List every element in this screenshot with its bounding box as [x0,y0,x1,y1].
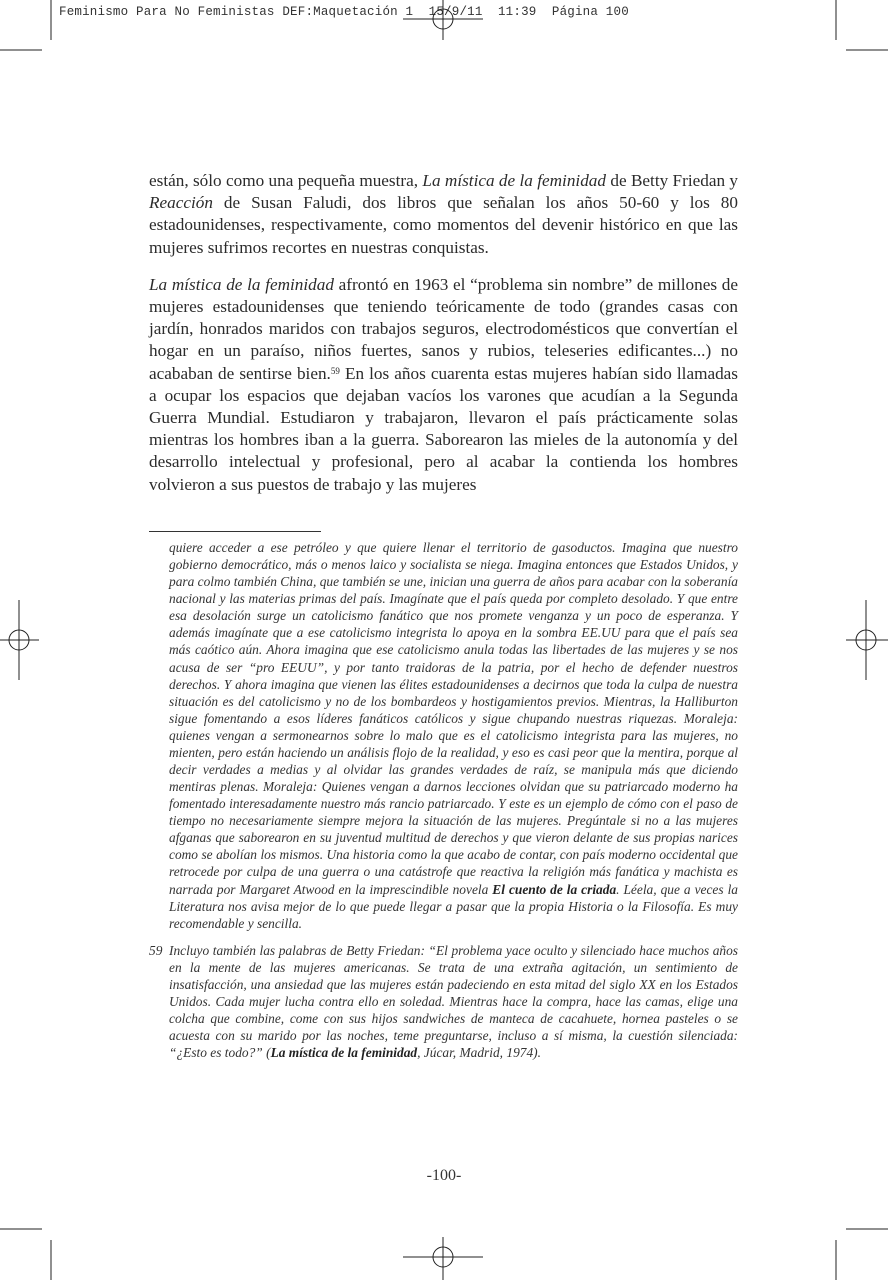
footnote-number: 59 [149,942,163,958]
footnote-text [169,943,738,1060]
page-number: -100- [426,1167,462,1184]
book-title: La mística de la feminidad [149,274,334,294]
text-run: . Léela, que a veces la Literatura nos avisa mejor de lo que puede llegar a pasar que la propia Historia o la Filosofía. Es muy recomendable y sencilla. [169,881,738,931]
slug-line: Feminismo Para No Feministas DEF:Maquetación 1 15/9/11 11:39 Página 100 [59,5,629,19]
text-run: En los años cuarenta estas mujeres habían sido llamadas a ocupar los espacios que dejaban vacíos los varones que acudían a la Segunda Guerra Mundial. Estudiaron y trabajaron, llevaron el país prácticamente solas mientras los hombres iban a la guerra. Saborearon las mieles de la autonomía y del desarrollo intelectual y profesional, pero al acabar la contienda los hombres volvieron a sus puestos de trabajo y las mujeres [149,363,738,494]
text-run: quiere acceder a ese petróleo y que quiere llenar el territorio de gasoductos. Imagina que nuestro gobierno democrático, más o menos laico y socialista se niega. Imagina entonces que Estados Unidos, y para colmo también China, que también se une, inician una guerra de años para acabar con la soberanía nacional y las materias primas del país. Imagínate que el país queda por completo desolado. Y que entre esa desolación surge un catolicismo fanático que nos promete venganza y un poco de esperanza. Y además imagínate que a ese catolicismo integrista lo apoya en la sombra EE.UU para que el país sea más caótico aún. Ahora imagina que ese catolicismo anula todas las libertades de las mujeres y se nos acusa de ser “pro EEUU”, y por tanto traidoras de la patria, por el hecho de defender nuestros derechos. Y ahora imagina que vienen las élites estadounidenses a decirnos que toda la culpa de nuestra situación es del catolicismo y no de los bombardeos y hostigamientos previos. Mientras, la Halliburton sigue fomentando a esos líderes fanáticos católicos y sigue chupando nuestras riquezas. Moraleja: quienes vengan a sermonearnos sobre lo malo que es el catolicismo integrista para las mujeres, no mienten, pero están haciendo un análisis flojo de la realidad, y eso es casi peor que la mentira, porque al decir verdades a medias y al olvidar las grandes verdades de raíz, se manipula más que diciendo mentiras plenas. Moraleja: Quienes vengan a darnos lecciones olvidan que su patriarcado moderno ha fomentado interesadamente nuestro más rancio patriarcado. Y este es un ejemplo de cómo con el paso de tiempo no necesariamente siempre mejora la situación de las mujeres. Pregúntale si no a las mujeres afganas que saborearon en su juventud multitud de derechos y que vieron delante de sus propias narices como se abolían los mismos. Una historia como la que acabo de contar, con país moderno occidental que retrocede por culpa de una guerra o una catástrofe que reactiva la religión más fanática y machista es narrada por Margaret Atwood en la imprescindible novela [169,540,738,897]
text-run: Incluyo también las palabras de Betty Friedan: “El problema yace oculto y silenciado hace muchos años en la mente de las mujeres americanas. Se trata de una extraña agitación, un sentimiento de insatisfacción, una ansiedad que las mujeres están padeciendo en esta mitad del siglo XX en los Estados Unidos. Cada mujer lucha contra ello en soledad. Mientras hace la compra, hace las camas, elige una colcha que combine, come con sus hijos sandwiches de manteca de cacahuete, hornea pasteles o se acuesta con su marido por las noches, teme preguntarse, incluso a sí misma, la cuestión silenciada: “¿Esto es todo?” ( [169,942,738,1061]
text-run: están, sólo como una pequeña muestra, [149,171,423,190]
book-title: Reacción [149,193,213,213]
footnotes [149,539,738,1061]
text-run: de Betty Friedan y [606,171,739,190]
footnote-separator [149,531,321,532]
body-paragraph [149,170,738,259]
body-text [149,170,738,496]
body-paragraph [149,274,738,496]
text-run: afrontó en 1963 el “problema sin nombre” de millones de mujeres estadounidenses que teniendo teóricamente de todo (grandes casas con jardín, honrados maridos con trabajos seguros, electrodomésticos que convertían el hogar en un paraíso, niños fuertes, sanos y rubios, teleseries edificantes...) no acababan de sentirse bien. [149,274,738,383]
book-title: La mística de la feminidad [422,171,606,190]
book-title: El cuento de la criada [492,881,617,897]
text-run: de Susan Faludi, dos libros que señalan los años 50-60 y los 80 estadounidenses, respectivamente, como momentos del devenir histórico en que las mujeres sufrimos recortes en nuestras conquistas. [149,193,738,257]
text-run: , Júcar, Madrid, 1974). [417,1045,541,1061]
footnote-continuation [149,539,738,932]
footnote-59 [149,942,738,1062]
footnote-ref: 59 [330,365,340,376]
book-title: La mística de la feminidad [270,1045,418,1061]
